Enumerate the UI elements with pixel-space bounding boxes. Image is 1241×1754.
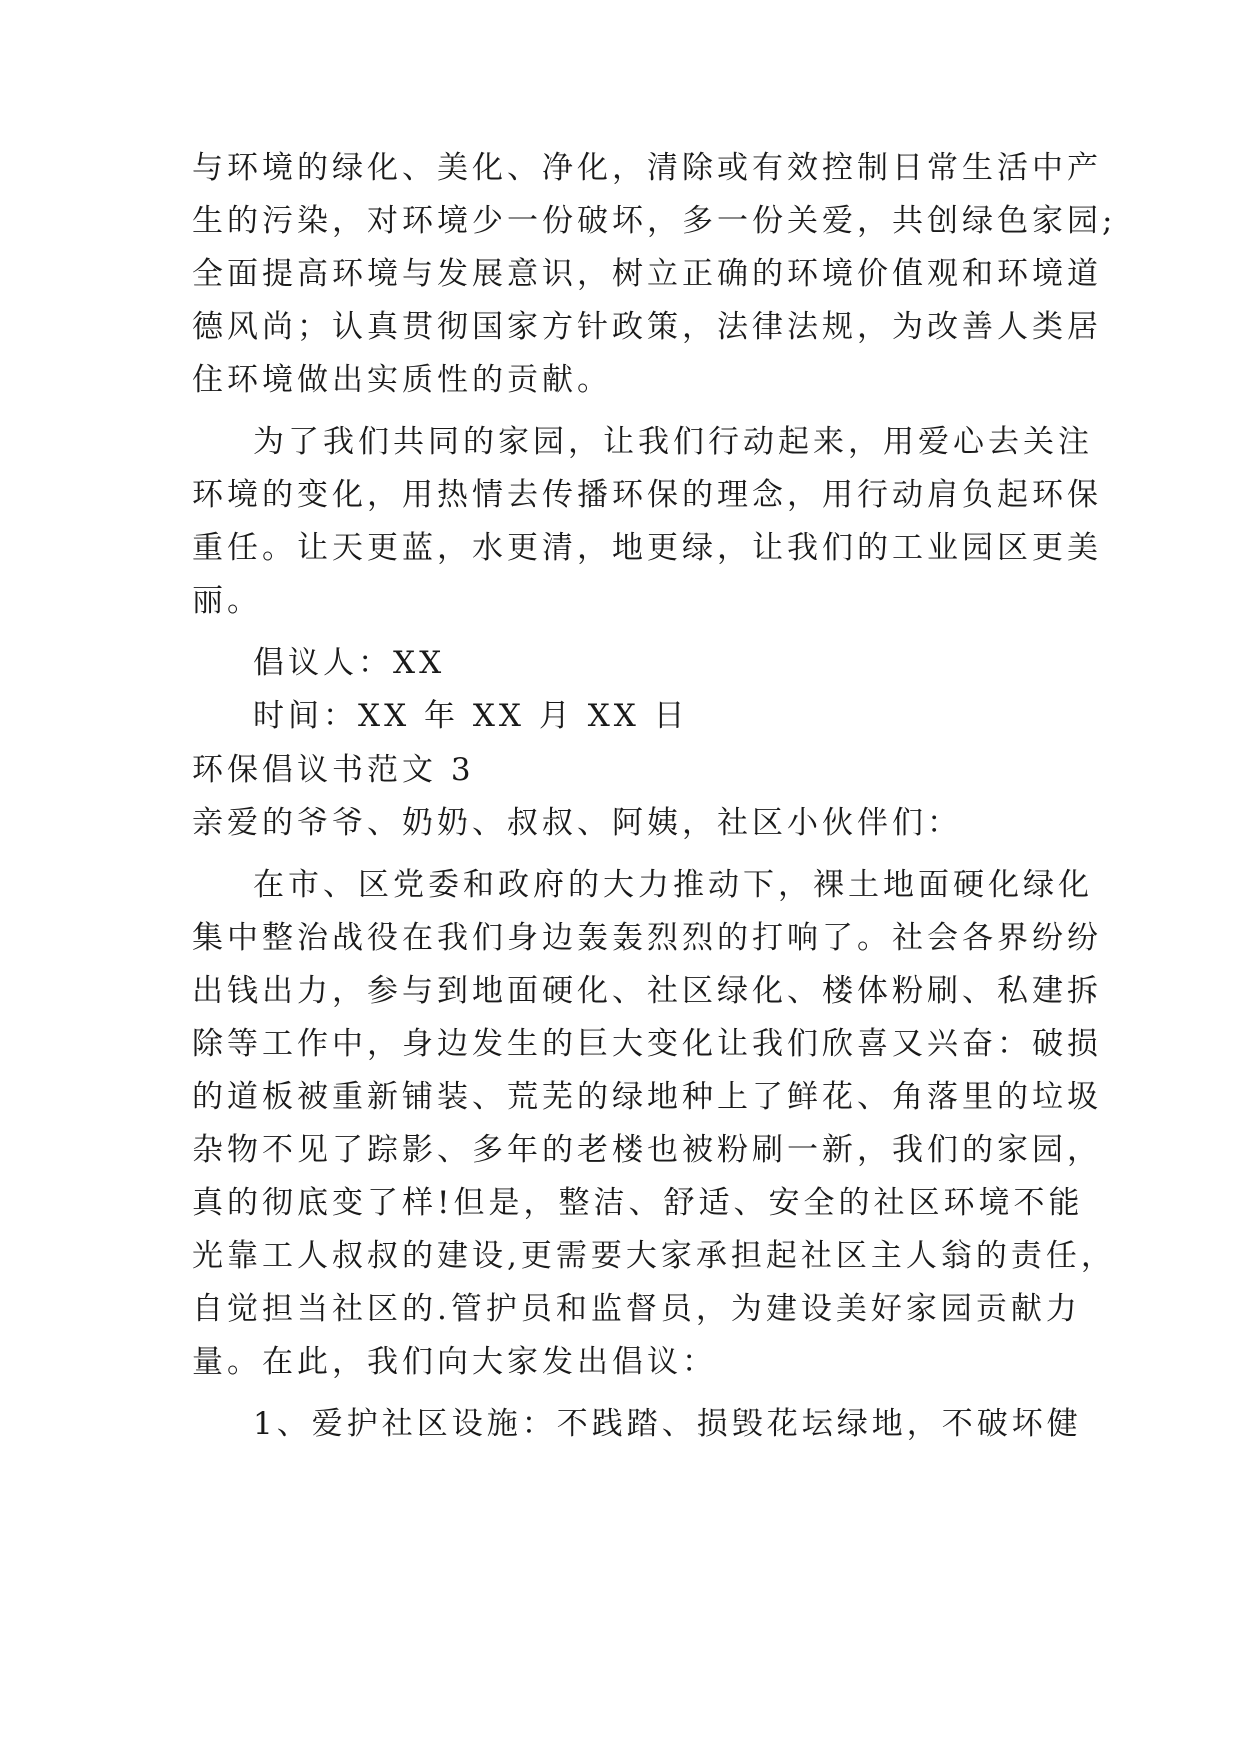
text-line: 德风尚；认真贯彻国家方针政策，法律法规，为改善人类居 xyxy=(192,309,1102,345)
text-line: 全面提高环境与发展意识，树立正确的环境价值观和环境道 xyxy=(192,256,1102,292)
text-line: 出钱出力，参与到地面硬化、社区绿化、楼体粉刷、私建拆 xyxy=(192,973,1102,1009)
paragraph-line: 为了我们共同的家园，让我们行动起来，用爱心去关注 xyxy=(253,424,1093,460)
text-line: 环境的变化，用热情去传播环保的理念，用行动肩负起环保 xyxy=(192,477,1102,513)
text-line: 重任。让天更蓝，水更清，地更绿，让我们的工业园区更美 xyxy=(192,530,1102,566)
text-line: 生的污染，对环境少一份破坏，多一份关爱，共创绿色家园; xyxy=(192,203,1117,239)
text-line: 丽。 xyxy=(192,583,262,619)
text-line: 除等工作中，身边发生的巨大变化让我们欣喜又兴奋：破损 xyxy=(192,1026,1102,1062)
paragraph-line: 在市、区党委和政府的大力推动下，裸土地面硬化绿化 xyxy=(253,867,1093,903)
salutation-line: 亲爱的爷爷、奶奶、叔叔、阿姨，社区小伙伴们： xyxy=(192,805,962,841)
text-line: 的道板被重新铺装、荒芜的绿地种上了鲜花、角落里的垃圾 xyxy=(192,1079,1102,1115)
proposer-line: 倡议人：XX xyxy=(253,645,446,681)
text-line: 住环境做出实质性的贡献。 xyxy=(192,362,612,398)
list-item-line: 1、爱护社区设施：不践踏、损毁花坛绿地，不破坏健 xyxy=(253,1406,1082,1442)
date-line: 时间：XX 年 XX 月 XX 日 xyxy=(253,698,689,734)
text-line: 与环境的绿化、美化、净化，清除或有效控制日常生活中产 xyxy=(192,150,1102,186)
text-line: 杂物不见了踪影、多年的老楼也被粉刷一新，我们的家园， xyxy=(192,1132,1102,1168)
section-title: 环保倡议书范文 3 xyxy=(192,752,475,788)
text-line: 自觉担当社区的.管护员和监督员，为建设美好家园贡献力 xyxy=(192,1291,1081,1327)
text-line: 光靠工人叔叔的建设,更需要大家承担起社区主人翁的责任， xyxy=(192,1238,1116,1274)
text-line: 真的彻底变了样!但是，整洁、舒适、安全的社区环境不能 xyxy=(192,1185,1084,1221)
text-line: 集中整治战役在我们身边轰轰烈烈的打响了。社会各界纷纷 xyxy=(192,920,1102,956)
text-line: 量。在此，我们向大家发出倡议： xyxy=(192,1344,717,1380)
